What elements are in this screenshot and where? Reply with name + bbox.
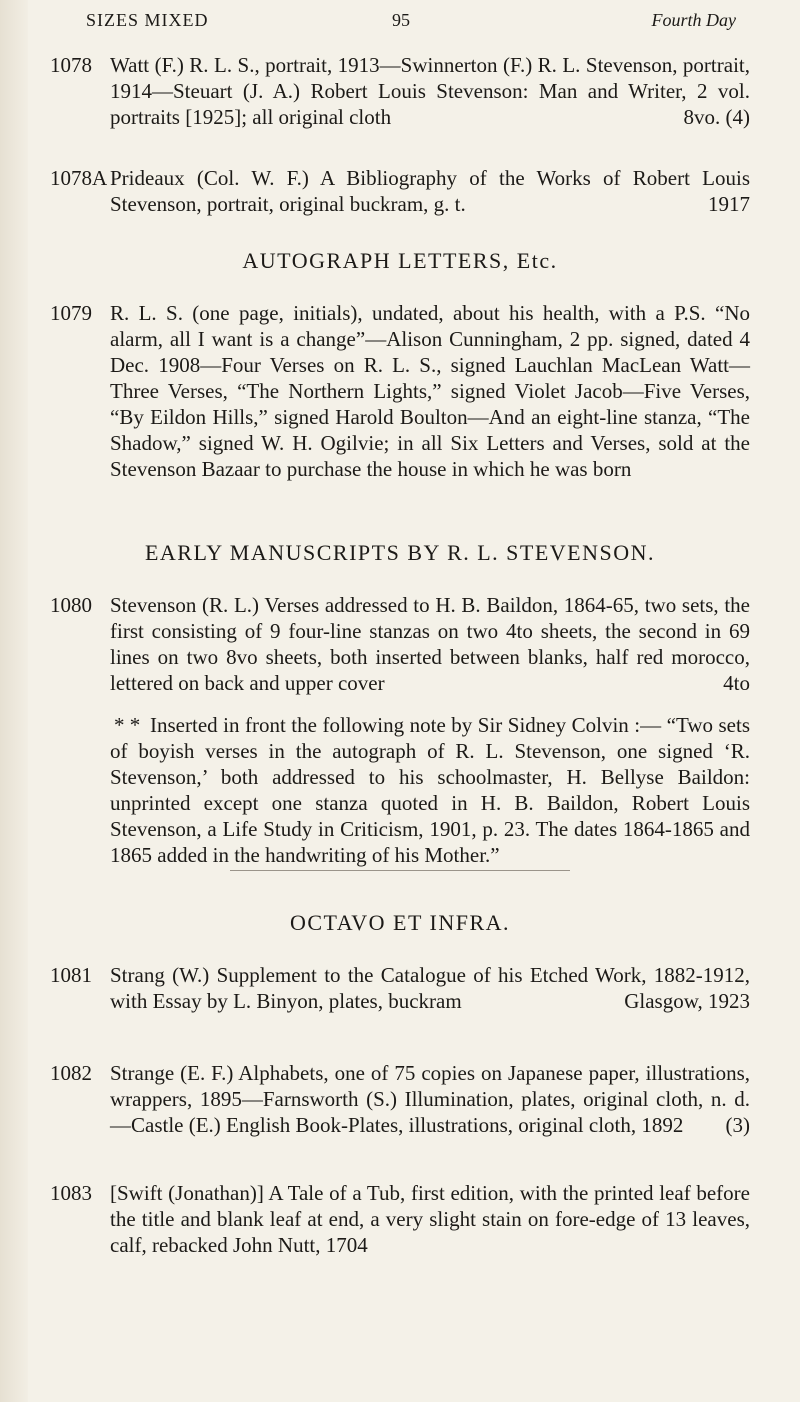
section-heading-octavo: OCTAVO ET INFRA. [289,910,511,935]
header-left: SIZES MIXED [86,10,209,30]
lot-format: 4to [723,671,750,695]
lot-number: 1080 [50,593,92,617]
lot-description: Watt (F.) R. L. S., portrait, 1913—Swinnerton (F.) R. L. Stevenson, portrait, 1914—Steuart (J. A.) Robert Louis Stevenson: Man and Writer, 2 vol. portraits [1925]; all original cloth [110,53,750,129]
lot-imprint: Glasgow, 1923 [624,989,750,1013]
lot-number: 1082 [50,1061,92,1085]
note-text: Inserted in front the following note by Sir Sidney Colvin :— “Two sets of boyish verses in the autograph of R. L. Stevenson, one signed ‘R. Stevenson,’ both addressed to his schoolmaster, H. Bellyse Baildon: unprinted except one stanza quoted in H. B. Baildon, Robert Louis Stevenson, a Life Study in Criticism, 1901, p. 23. The dates 1864-1865 and 1865 added in the handwriting of his Mother.” [110,713,750,867]
lot-format: 8vo. (4) [683,105,750,129]
lot-description: [Swift (Jonathan)] A Tale of a Tub, first edition, with the printed leaf before the title and blank leaf at end, a very slight stain on fore-edge of 13 leaves, calf, rebacked John Nutt, 1704 [110,1181,750,1257]
lot-1078 [50,52,750,130]
section-heading-early-manuscripts: EARLY MANUSCRIPTS BY R. L. STEVENSON. [144,540,656,565]
lot-1082 [50,1060,750,1138]
lot-count: (3) [725,1113,750,1137]
lot-1081 [50,962,750,1014]
lot-date: 1917 [708,192,750,216]
asterism: * * [114,713,141,737]
running-header [86,10,736,38]
page-number: 95 [392,10,410,30]
lot-number: 1081 [50,963,92,987]
lot-1083 [50,1180,750,1258]
section-divider [230,870,570,871]
lot-1080-note [50,712,750,868]
lot-description: Strange (E. F.) Alphabets, one of 75 copies on Japanese paper, illustrations, wrappers, 1895—Farnsworth (S.) Illumination, plates, original cloth, n. d.—Castle (E.) English Book-Plates, illustrations, original cloth, 1892 [110,1061,750,1137]
lot-number: 1078 [50,53,92,77]
lot-1079 [50,300,750,482]
lot-description: Stevenson (R. L.) Verses addressed to H. B. Baildon, 1864-65, two sets, the first consisting of 9 four-line stanzas on two 4to sheets, the second in 69 lines on two 8vo sheets, both inserted between blanks, half red morocco, lettered on back and upper cover [110,593,750,695]
lot-1080 [50,592,750,696]
page-edge [0,0,28,1402]
lot-description: Prideaux (Col. W. F.) A Bibliography of the Works of Robert Louis Stevenson, portrait, original buckram, g. t. [110,166,750,216]
lot-number: 1079 [50,301,92,325]
header-right: Fourth Day [651,10,736,30]
lot-number: 1083 [50,1181,92,1205]
lot-1078a [50,165,750,217]
section-heading-autograph: AUTOGRAPH LETTERS, Etc. [242,248,558,273]
lot-description: R. L. S. (one page, initials), undated, about his health, with a P.S. “No alarm, all I want is a change”—Alison Cunningham, 2 pp. signed, dated 4 Dec. 1908—Four Verses on R. L. S., signed Lauchlan MacLean Watt—Three Verses, “The Northern Lights,” signed Violet Jacob—Five Verses, “By Eildon Hills,” signed Harold Boulton—And an eight-line stanza, “The Shadow,” signed W. H. Ogilvie; in all Six Letters and Verses, sold at the Stevenson Bazaar to purchase the house in which he was born [110,301,750,481]
lot-description: Strang (W.) Supplement to the Catalogue of his Etched Work, 1882-1912, with Essay by L. Binyon, plates, buckram [110,963,750,1013]
lot-number: 1078A [50,166,108,190]
